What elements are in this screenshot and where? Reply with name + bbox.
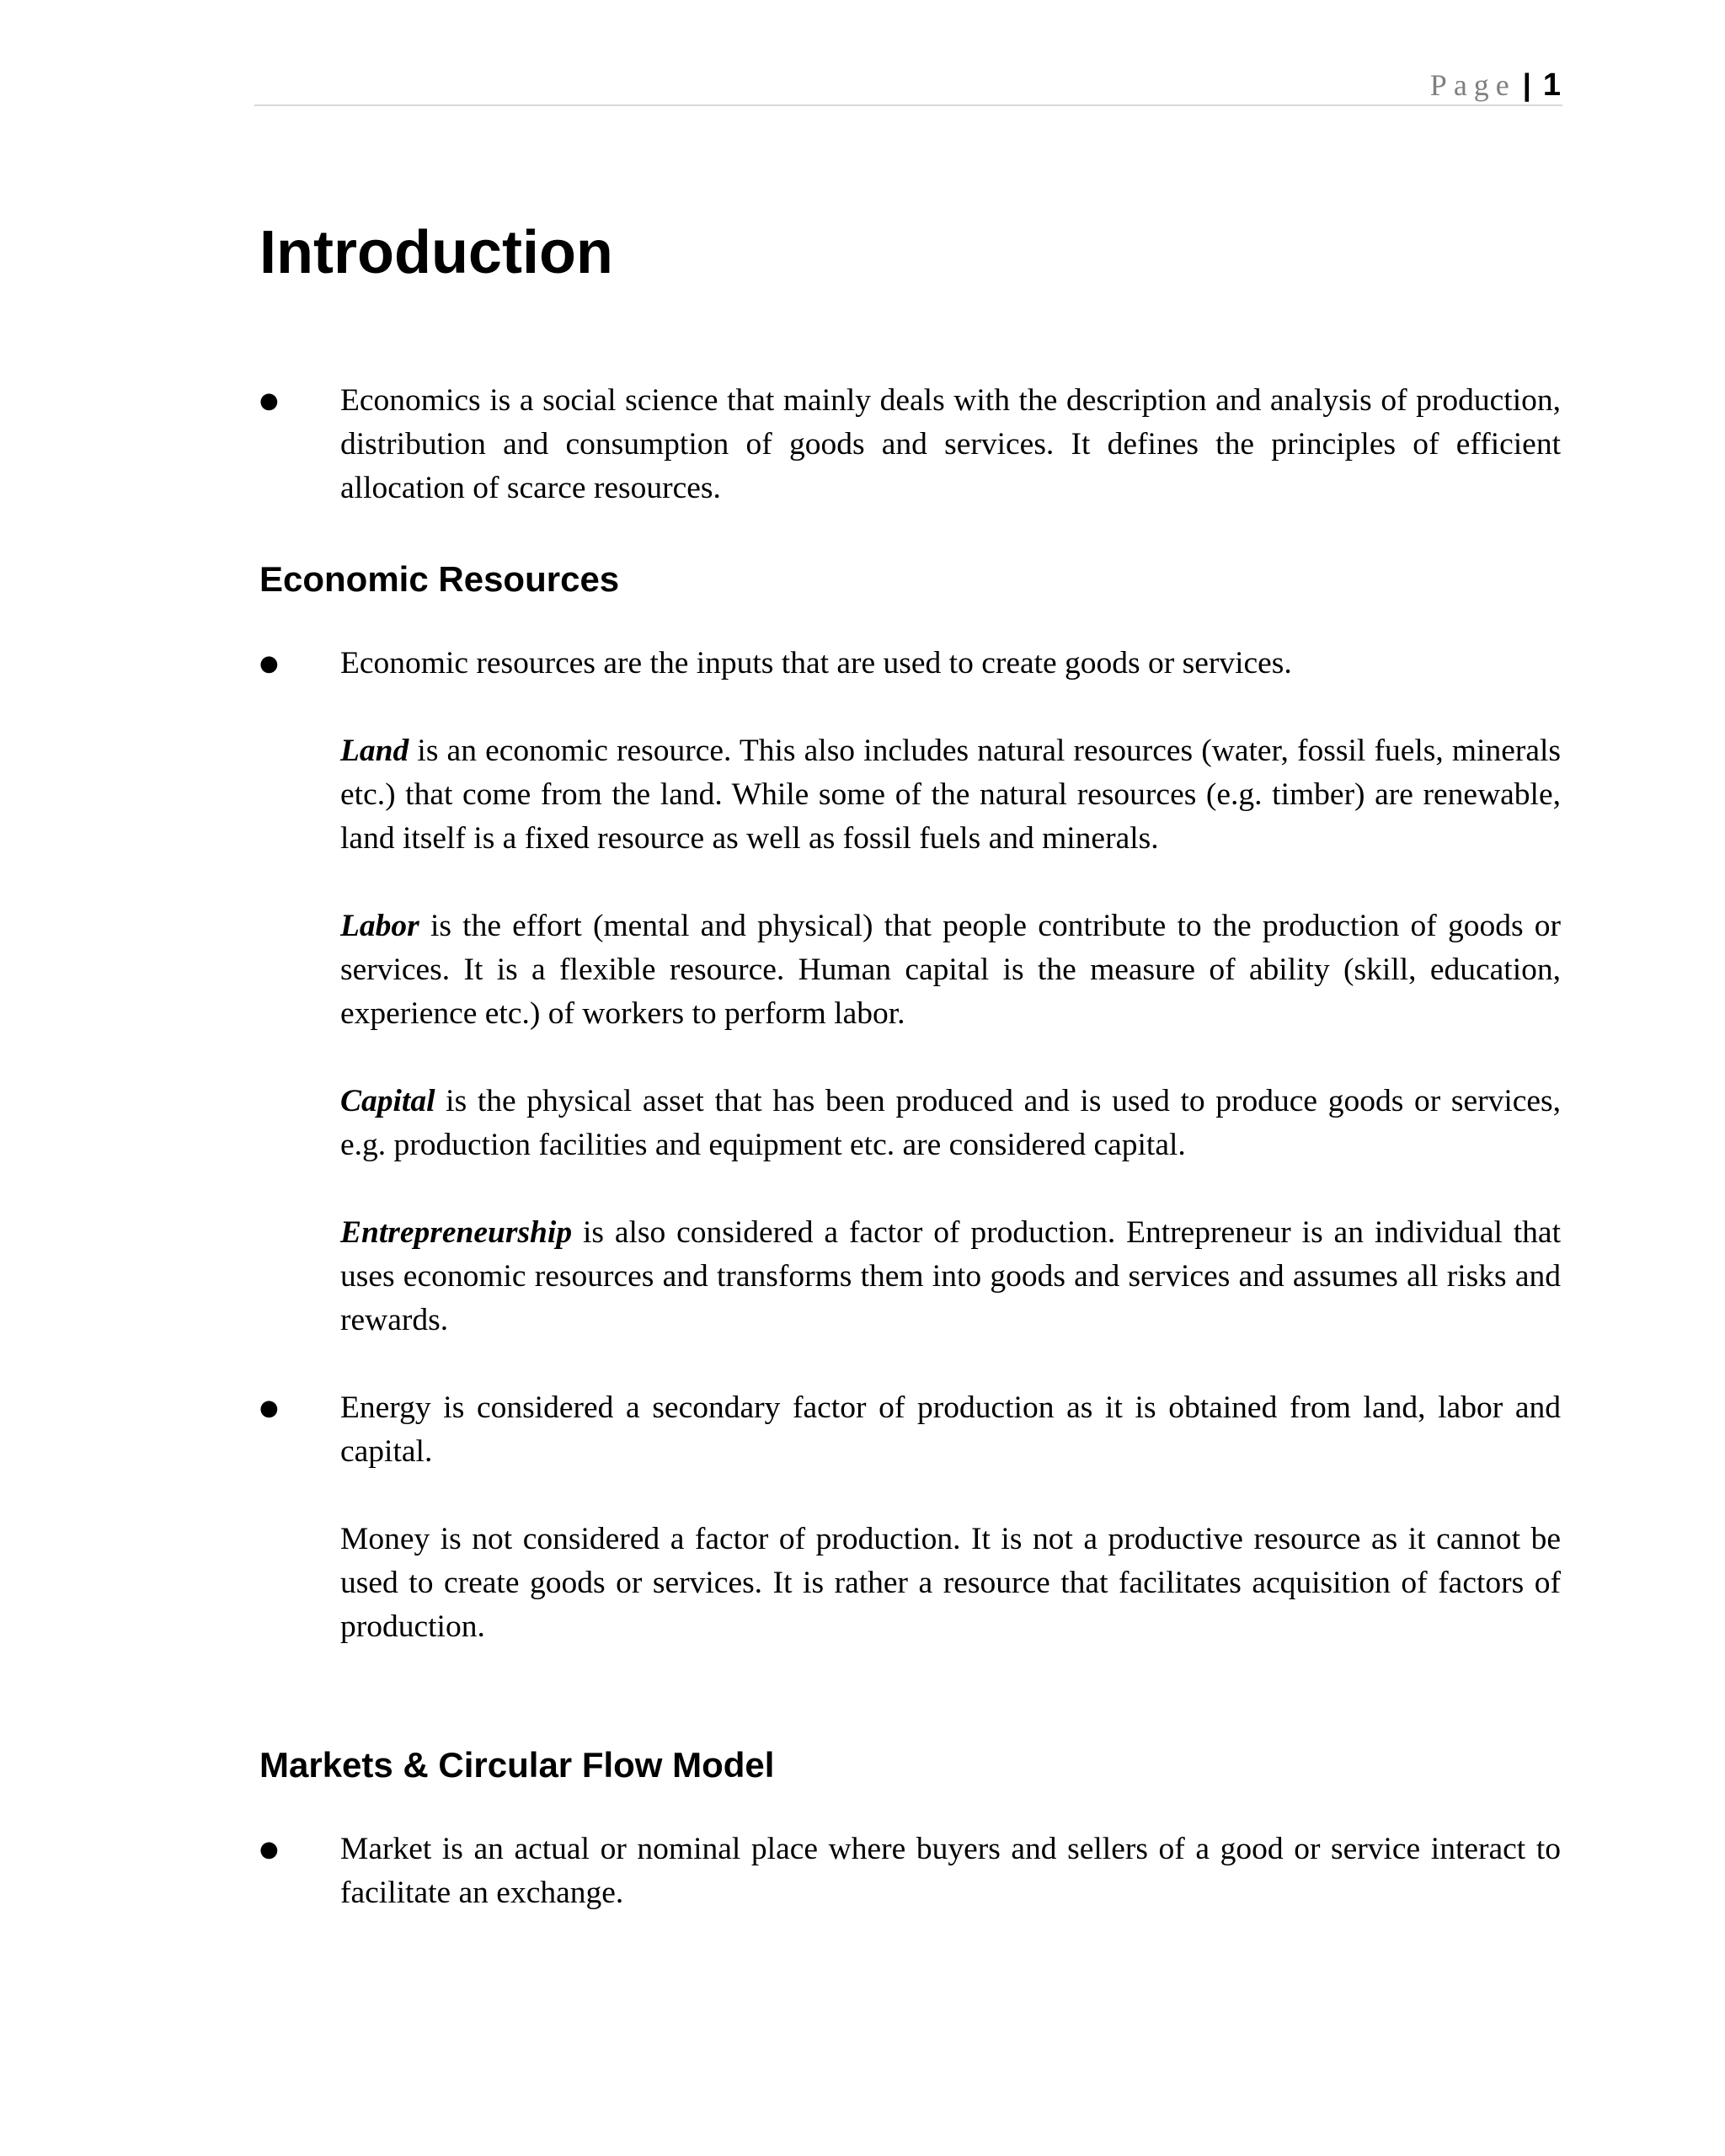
capital-text: is the physical asset that has been produced and is used to produce goods or services, e.g. production facilities and equipment etc. are considered capital. [340,1084,1561,1162]
page-number-label [1430,67,1561,104]
entrepreneurship-term: Entrepreneurship [340,1215,573,1250]
intro-paragraph: Economics is a social science that mainly deals with the description and analysis of production, distribution and consumption of goods and services. It defines the principles of efficient allocation of scarce resources. [340,383,1561,505]
energy-bullet [259,1386,1561,1474]
land-block [259,729,1561,861]
market-bullet [259,1828,1561,1915]
document-title: Introduction [259,219,613,286]
capital-block [259,1080,1561,1167]
entrepreneurship-text: is also considered a factor of production. Entrepreneur is an individual that uses economic resources and transforms them into goods and services and assumes all risks and rewards. [340,1215,1561,1337]
capital-paragraph [340,1080,1561,1167]
money-paragraph: Money is not considered a factor of production. It is not a productive resource as it cannot be used to create goods or services. It is rather a resource that facilitates acquisition of factors of production. [340,1522,1561,1644]
labor-term: Labor [340,909,419,943]
page-header [254,59,1562,106]
energy-paragraph: Energy is considered a secondary factor of production as it is obtained from land, labor and capital. [340,1390,1561,1469]
labor-block [259,905,1561,1036]
section-heading-economic-resources: Economic Resources [259,559,620,599]
intro-bullet [259,379,1561,510]
entrepreneurship-block [259,1211,1561,1342]
page-separator: | [1522,67,1531,102]
money-block [259,1518,1561,1649]
land-text: is an economic resource. This also includes natural resources (water, fossil fuels, minerals etc.) that come from the land. While some of the natural resources (e.g. timber) are renewable, land itself is a fixed resource as well as fossil fuels and minerals. [340,734,1561,856]
economic-resources-bullet [259,642,1561,686]
labor-text: is the effort (mental and physical) that people contribute to the production of goods or services. It is a flexible resource. Human capital is the measure of ability (skill, education, experience etc.) of workers to perform labor. [340,909,1561,1031]
page-number: 1 [1542,67,1561,103]
section-heading-markets: Markets & Circular Flow Model [259,1745,775,1785]
economic-resources-paragraph: Economic resources are the inputs that are used to create goods or services. [340,646,1292,680]
bullet-icon: ● [259,651,279,676]
bullet-icon: ● [259,388,279,414]
bullet-icon: ● [259,1837,279,1862]
page-word: Page [1429,68,1516,102]
capital-term: Capital [340,1084,435,1118]
land-paragraph [340,729,1561,861]
market-paragraph: Market is an actual or nominal place where buyers and sellers of a good or service interact to facilitate an exchange. [340,1832,1561,1910]
entrepreneurship-paragraph [340,1211,1561,1342]
land-term: Land [340,734,409,768]
bullet-icon: ● [259,1396,279,1421]
labor-paragraph [340,905,1561,1036]
document-body [259,209,1561,1915]
